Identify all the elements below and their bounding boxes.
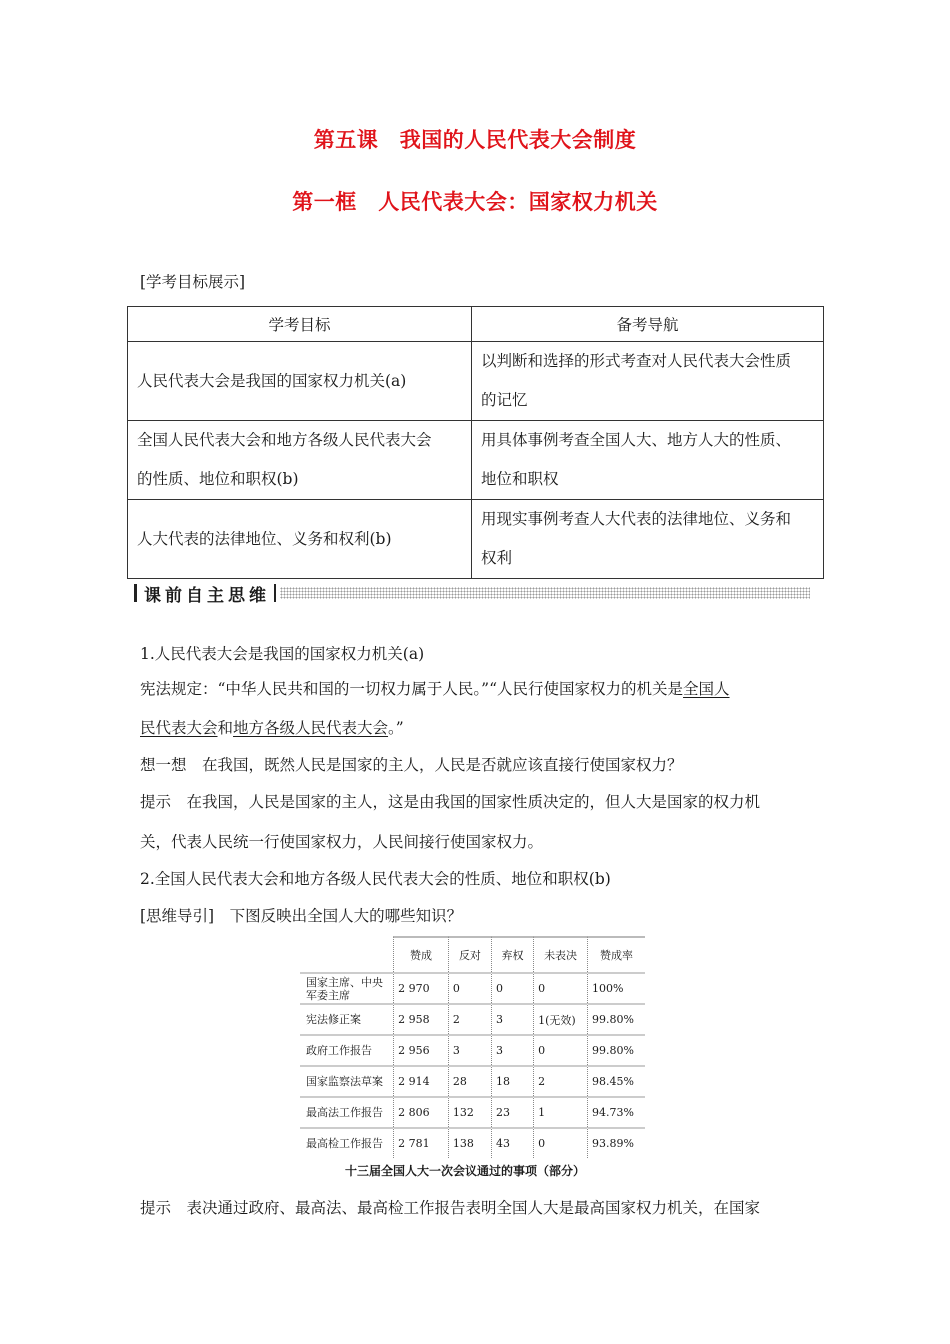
- figure-caption: 十三届全国人大一次会议通过的事项（部分）: [344, 1164, 585, 1178]
- vote-novote: 1(无效): [533, 1003, 587, 1034]
- goals-header-guide: 备考导航: [472, 307, 824, 342]
- vote-row: [300, 1034, 645, 1065]
- vote-abstain: 23: [491, 1096, 533, 1127]
- goals-table: [127, 306, 824, 579]
- vote-header-row: [300, 936, 645, 972]
- vote-rate: 98.45%: [587, 1065, 645, 1096]
- vote-item-line: 国家主席、中央: [306, 975, 383, 989]
- vote-rate: 93.89%: [587, 1127, 645, 1158]
- banner-label: 课前自主思维: [144, 586, 270, 606]
- hint-1-line-1: 提示 在我国，人民是国家的主人，这是由我国的国家性质决定的，但人大是国家的权力机: [140, 793, 761, 811]
- goal-line: 的性质、地位和职权(b): [137, 470, 299, 488]
- vote-yes: 2 781: [393, 1127, 448, 1158]
- underlined-term: 民代表大会: [140, 719, 218, 737]
- vote-rate: 94.73%: [587, 1096, 645, 1127]
- goals-row: [128, 342, 824, 421]
- vote-novote: 1: [533, 1096, 587, 1127]
- hint-1-line-2: 关，代表人民统一行使国家权力，人民间接行使国家权力。: [140, 833, 544, 851]
- connector-text: 和: [217, 719, 234, 737]
- lesson-title: 第五课 我国的人民代表大会制度: [313, 128, 637, 152]
- vote-row: [300, 1127, 645, 1158]
- underlined-term: 地方各级人民代表大会: [233, 719, 389, 737]
- vote-novote: 0: [533, 1127, 587, 1158]
- guide-cell: [472, 421, 824, 500]
- vote-no: 138: [448, 1127, 491, 1158]
- vote-rate: 99.80%: [587, 1003, 645, 1034]
- goals-row: [128, 421, 824, 500]
- goals-section-label: [学考目标展示]: [140, 273, 246, 291]
- vote-header-yes: 赞成: [393, 936, 448, 972]
- vote-item: 最高检工作报告: [300, 1127, 393, 1158]
- vote-rate: 100%: [587, 972, 645, 1003]
- vote-abstain: 18: [491, 1065, 533, 1096]
- vote-header-rate: 赞成率: [587, 936, 645, 972]
- vote-abstain: 3: [491, 1034, 533, 1065]
- vote-header-blank: [300, 936, 393, 972]
- think-question: 想一想 在我国，既然人民是国家的主人，人民是否就应该直接行使国家权力？: [140, 756, 683, 774]
- goal-cell: 人大代表的法律地位、义务和权利(b): [128, 500, 472, 579]
- goal-line: 全国人民代表大会和地方各级人民代表大会: [137, 431, 432, 449]
- frame-title: 第一框 人民代表大会：国家权力机关: [292, 190, 658, 214]
- constitution-line-2: [140, 718, 404, 738]
- hint-2: 提示 表决通过政府、最高法、最高检工作报告表明全国人大是最高国家权力机关，在国家: [140, 1199, 761, 1217]
- guide-cell: [472, 342, 824, 421]
- vote-no: 3: [448, 1034, 491, 1065]
- goals-header-row: [128, 307, 824, 342]
- closing-quote: 。”: [388, 719, 404, 737]
- vote-abstain: 0: [491, 972, 533, 1003]
- vote-no: 132: [448, 1096, 491, 1127]
- vote-yes: 2 914: [393, 1065, 448, 1096]
- vote-results-figure: [300, 936, 645, 1178]
- vote-item: 最高法工作报告: [300, 1096, 393, 1127]
- banner-dotted-rule: [280, 587, 810, 599]
- section-banner: [134, 581, 810, 605]
- goals-row: [128, 500, 824, 579]
- vote-novote: 2: [533, 1065, 587, 1096]
- banner-separator: [274, 584, 276, 602]
- vote-yes: 2 958: [393, 1003, 448, 1034]
- vote-row: [300, 1065, 645, 1096]
- goal-cell: 人民代表大会是我国的国家权力机关(a): [128, 342, 472, 421]
- vote-yes: 2 956: [393, 1034, 448, 1065]
- section-1-heading: 1.人民代表大会是我国的国家权力机关(a): [140, 645, 425, 663]
- vote-no: 2: [448, 1003, 491, 1034]
- vote-row: [300, 972, 645, 1003]
- constitution-line-1: [140, 679, 730, 699]
- vote-header-no: 反对: [448, 936, 491, 972]
- vote-abstain: 43: [491, 1127, 533, 1158]
- vote-item: [300, 972, 393, 1003]
- guide-line: 用具体事例考查全国人大、地方人大的性质、: [481, 431, 792, 449]
- constitution-text: 宪法规定：“中华人民共和国的一切权力属于人民。”“人民行使国家权力的机关是: [140, 680, 684, 698]
- guide-cell: [472, 500, 824, 579]
- vote-header-abstain: 弃权: [491, 936, 533, 972]
- vote-rate: 99.80%: [587, 1034, 645, 1065]
- vote-header-novote: 未表决: [533, 936, 587, 972]
- guide-line: 用现实事例考查人大代表的法律地位、义务和: [481, 510, 792, 528]
- guide-line: 地位和职权: [481, 470, 559, 488]
- vote-row: [300, 1003, 645, 1034]
- guide-line: 的记忆: [481, 391, 528, 409]
- guide-line: 权利: [481, 549, 513, 567]
- vote-yes: 2 970: [393, 972, 448, 1003]
- vote-item-line: 军委主席: [306, 988, 350, 1002]
- vote-item: 政府工作报告: [300, 1034, 393, 1065]
- thinking-guide: [思维导引] 下图反映出全国人大的哪些知识？: [140, 907, 463, 925]
- section-2-heading: 2.全国人民代表大会和地方各级人民代表大会的性质、地位和职权(b): [140, 870, 611, 888]
- banner-bar: [134, 584, 137, 602]
- vote-novote: 0: [533, 1034, 587, 1065]
- vote-novote: 0: [533, 972, 587, 1003]
- vote-no: 0: [448, 972, 491, 1003]
- vote-results-table: [300, 936, 645, 1158]
- vote-item: 国家监察法草案: [300, 1065, 393, 1096]
- goal-cell: [128, 421, 472, 500]
- goals-header-goal: 学考目标: [128, 307, 472, 342]
- vote-yes: 2 806: [393, 1096, 448, 1127]
- guide-line: 以判断和选择的形式考查对人民代表大会性质: [481, 352, 792, 370]
- underlined-term: 全国人: [683, 680, 730, 698]
- vote-item: 宪法修正案: [300, 1003, 393, 1034]
- vote-row: [300, 1096, 645, 1127]
- vote-abstain: 3: [491, 1003, 533, 1034]
- vote-no: 28: [448, 1065, 491, 1096]
